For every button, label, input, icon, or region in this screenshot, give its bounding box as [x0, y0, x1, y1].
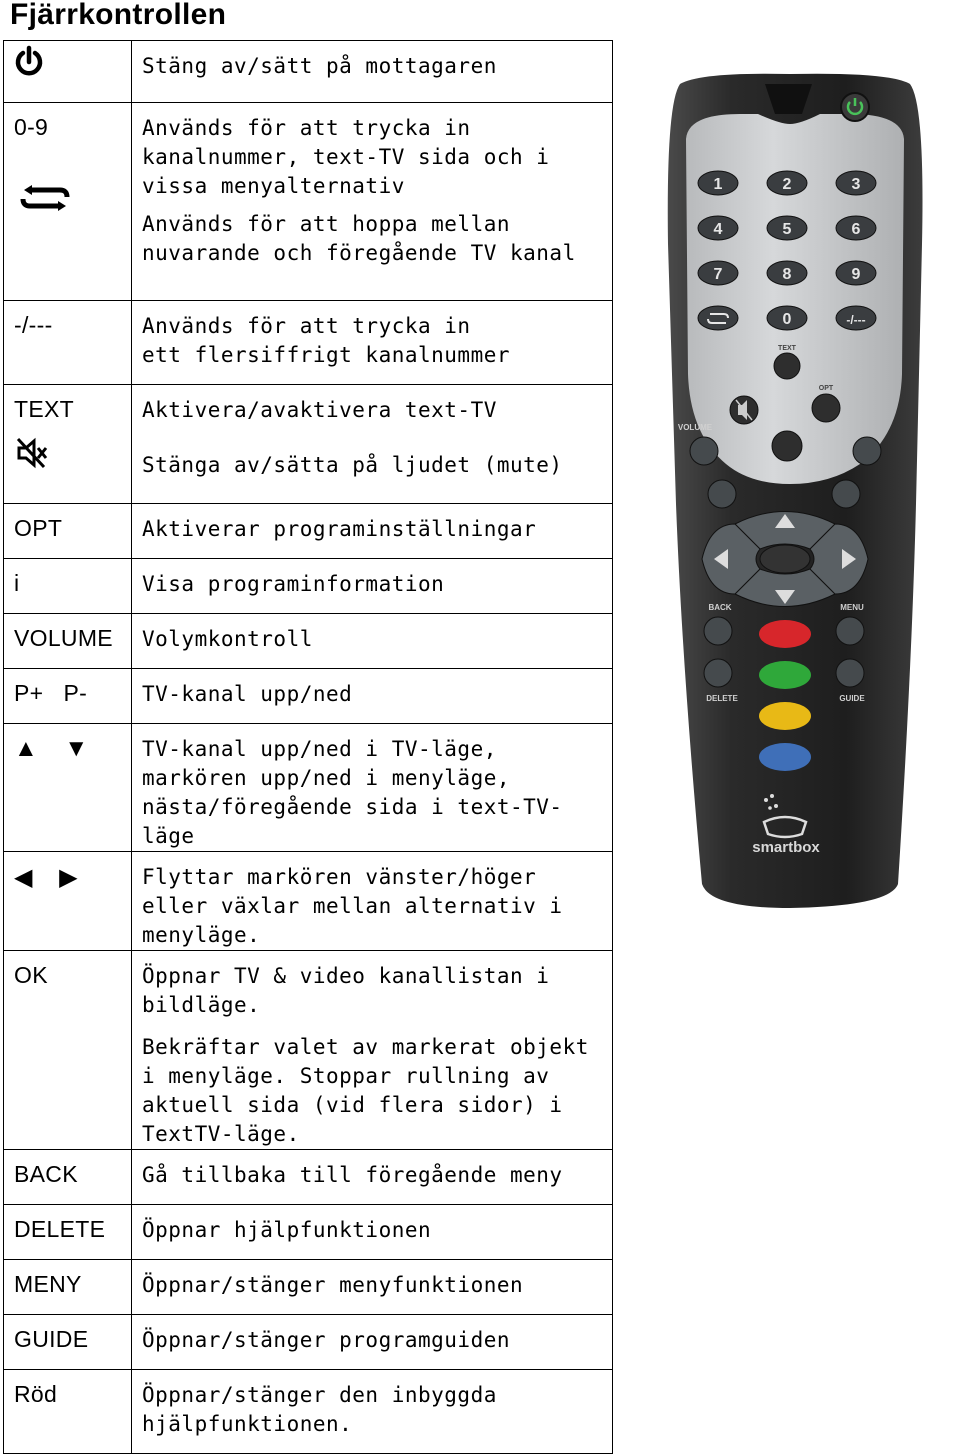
desc-text: Öppnar TV & video kanallistan i bildläge. [142, 964, 550, 1017]
key-label: TEXT [14, 396, 74, 422]
desc-cell [132, 669, 613, 724]
desc-text: Stänga av/sätta på ljudet (mute) [142, 453, 563, 477]
table-row [4, 669, 613, 724]
key-cell [4, 614, 132, 669]
desc-cell [132, 301, 613, 385]
up-down-arrows-icon: ▲ ▼ [14, 735, 99, 762]
table-row [4, 301, 613, 385]
desc-cell [132, 1260, 613, 1315]
desc-cell [132, 724, 613, 852]
desc-text: TV-kanal upp/ned [142, 682, 353, 706]
remote-text-button [774, 353, 800, 379]
key-cell [4, 951, 132, 1150]
key-label: Röd [14, 1381, 58, 1407]
table-row [4, 724, 613, 852]
key-cell [4, 41, 132, 103]
table-row [4, 1150, 613, 1205]
key-cell [4, 301, 132, 385]
desc-cell [132, 103, 613, 301]
key-table [3, 40, 613, 1454]
remote-green-button [759, 661, 811, 689]
key-cell [4, 1315, 132, 1370]
remote-guide-label: GUIDE [839, 694, 865, 703]
remote-menu-label: MENU [840, 603, 864, 612]
remote-control-image [640, 44, 950, 924]
remote-volume-up-button [690, 437, 718, 465]
desc-text: Bekräftar valet av markerat objekt i menyläge. Stoppar rullning av aktuell sida (vid flera sidor) i TextTV-läge. [142, 1035, 589, 1146]
remote-brand-label: smartbox [752, 839, 820, 856]
remote-swap-channel-button [698, 306, 738, 330]
remote-blue-button [759, 743, 811, 771]
desc-text: Flyttar markören vänster/höger eller växlar mellan alternativ i menyläge. [142, 865, 563, 947]
key-label: OPT [14, 515, 63, 541]
swap-channel-icon [20, 185, 68, 209]
key-cell [4, 852, 132, 951]
key-label: GUIDE [14, 1326, 89, 1352]
table-row [4, 1315, 613, 1370]
remote-p-minus-button [832, 480, 860, 508]
desc-cell [132, 559, 613, 614]
left-right-arrows-icon: ◀ ▶ [14, 864, 88, 891]
remote-yellow-button [759, 702, 811, 730]
table-row [4, 1205, 613, 1260]
key-label: 0-9 [14, 114, 49, 140]
remote-volume-label: VOLUME [677, 423, 713, 432]
page-title: Fjärrkontrollen [10, 0, 227, 31]
remote-key-4-label: 4 [713, 221, 723, 238]
desc-text: Används för att trycka in ett flersiffrigt kanalnummer [142, 314, 511, 367]
desc-cell [132, 1205, 613, 1260]
remote-key-9-label: 9 [851, 266, 861, 283]
desc-text: Öppnar hjälpfunktionen [142, 1218, 432, 1242]
desc-cell [132, 614, 613, 669]
remote-back-label: BACK [708, 603, 732, 612]
key-cell [4, 1370, 132, 1454]
key-label: -/--- [14, 312, 53, 338]
key-cell [4, 1260, 132, 1315]
remote-power-button [841, 93, 869, 121]
remote-delete-button [704, 659, 732, 687]
key-cell [4, 504, 132, 559]
remote-key-5-label: 5 [782, 221, 792, 238]
remote-p-plus-button [853, 437, 881, 465]
desc-cell [132, 1315, 613, 1370]
remote-key-2-label: 2 [782, 176, 792, 193]
key-cell [4, 724, 132, 852]
desc-cell [132, 1150, 613, 1205]
remote-key-dash-label: -/--- [846, 313, 866, 327]
remote-key-3-label: 3 [851, 176, 861, 193]
remote-key-8-label: 8 [782, 266, 792, 283]
key-label: BACK [14, 1161, 78, 1187]
desc-text: Öppnar/stänger programguiden [142, 1328, 511, 1352]
table-row [4, 614, 613, 669]
desc-cell [132, 385, 613, 504]
desc-text: Öppnar/stänger den inbyggda hjälpfunktionen. [142, 1383, 497, 1436]
remote-opt-button [812, 394, 840, 422]
table-row [4, 1370, 613, 1454]
desc-text: Används för att hoppa mellan nuvarande och föregående TV kanal [142, 212, 576, 265]
desc-text: Gå tillbaka till föregående meny [142, 1163, 563, 1187]
desc-text: Visa programinformation [142, 572, 445, 596]
key-label: OK [14, 962, 48, 988]
desc-cell [132, 852, 613, 951]
key-cell [4, 103, 132, 301]
desc-cell [132, 1370, 613, 1454]
key-label: DELETE [14, 1216, 106, 1242]
table-row [4, 1260, 613, 1315]
table-row [4, 385, 613, 504]
table-row [4, 951, 613, 1150]
desc-text: Aktiverar programinställningar [142, 517, 537, 541]
key-cell [4, 1150, 132, 1205]
remote-red-button [759, 620, 811, 648]
remote-key-6-label: 6 [851, 221, 861, 238]
remote-opt-label: OPT [818, 385, 834, 392]
remote-back-button [704, 617, 732, 645]
desc-cell [132, 504, 613, 559]
desc-cell [132, 41, 613, 103]
remote-navigation-cluster [702, 512, 868, 607]
key-cell [4, 559, 132, 614]
power-icon [14, 45, 48, 79]
mute-icon [16, 437, 48, 469]
table-row [4, 559, 613, 614]
key-label: P+ P- [14, 680, 88, 706]
remote-delete-label: DELETE [706, 694, 738, 703]
key-label: MENY [14, 1271, 82, 1297]
key-cell [4, 669, 132, 724]
remote-key-7-label: 7 [713, 266, 723, 283]
remote-key-1-label: 1 [713, 176, 723, 193]
desc-text: TV-kanal upp/ned i TV-läge, markören upp/ned i menyläge, nästa/föregående sida i text-TV-läge [142, 737, 563, 848]
key-cell [4, 1205, 132, 1260]
key-cell [4, 385, 132, 504]
key-label: i [14, 570, 20, 596]
desc-text: Volymkontroll [142, 627, 313, 651]
remote-key-0-label: 0 [782, 311, 792, 328]
desc-text: Stäng av/sätt på mottagaren [142, 54, 497, 78]
desc-text: Används för att trycka in kanalnummer, text-TV sida och i vissa menyalternativ [142, 116, 550, 198]
table-row [4, 103, 613, 301]
table-row [4, 504, 613, 559]
remote-button-panel [686, 114, 904, 484]
desc-text: Öppnar/stänger menyfunktionen [142, 1273, 524, 1297]
remote-guide-button [836, 659, 864, 687]
remote-volume-down-button [708, 480, 736, 508]
key-label: VOLUME [14, 625, 113, 651]
desc-text: Aktivera/avaktivera text-TV [142, 398, 497, 422]
remote-info-button [772, 431, 802, 461]
table-row [4, 41, 613, 103]
remote-menu-button [836, 617, 864, 645]
remote-text-label: TEXT [778, 345, 796, 352]
desc-cell [132, 951, 613, 1150]
table-row [4, 852, 613, 951]
